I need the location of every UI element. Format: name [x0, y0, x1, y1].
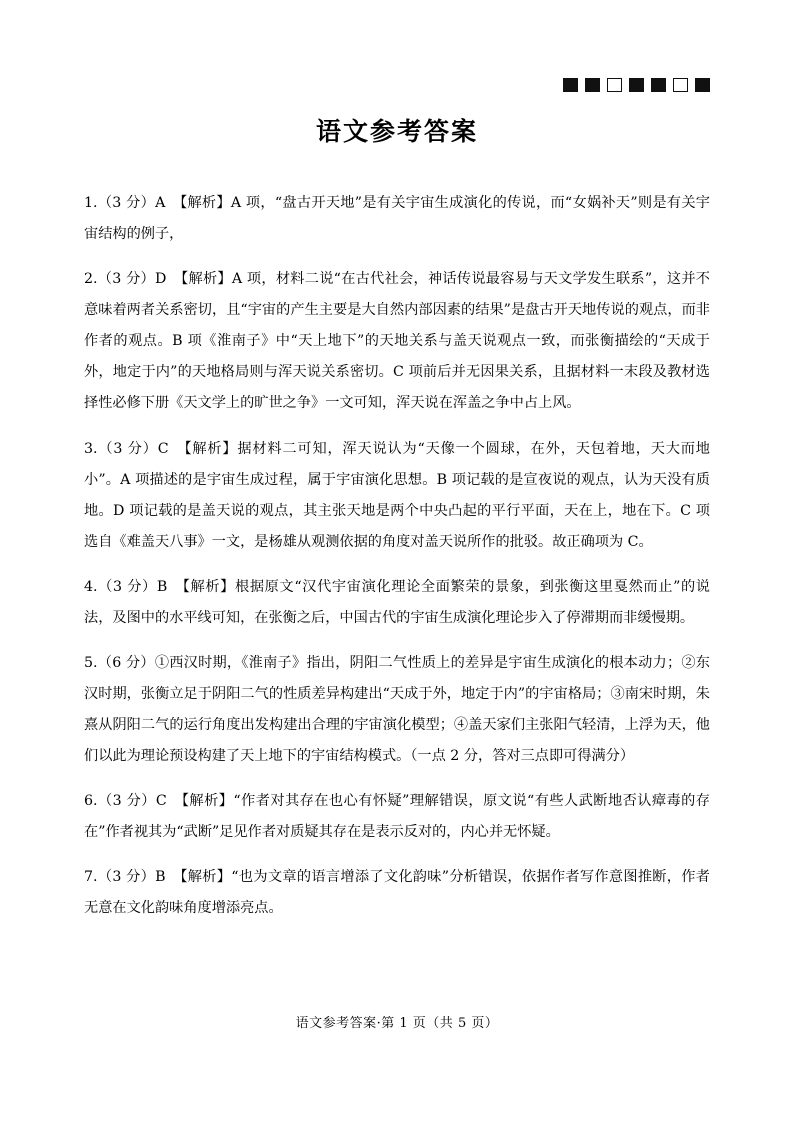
answer-item-6: 6.（3 分）C 【解析】“作者对其存在也心有怀疑”理解错误，原文说“有些人武断地否认瘴毒的存在”作者视其为“武断”足见作者对质疑其存在是表示反对的，内心并无怀疑。 [84, 793, 710, 841]
answer-item-5: 5.（6 分）①西汉时期，《淮南子》指出，阴阳二气性质上的差异是宇宙生成演化的根本动力；②东汉时期，张衡立足于阴阳二气的性质差异构建出“天成于外，地定于内”的宇宙格局；③南宋时期，朱熹从阴阳二气的运行角度出发构建出合理的宇宙演化模型；④盖天家们主张阳气轻清，上浮为天，他们以此为理论预设构建了天上地下的宇宙结构模式。（一点 2 分，答对三点即可得满分） [84, 654, 710, 764]
answer-item-2: 2.（3 分）D 【解析】A 项，材料二说“在古代社会，神话传说最容易与天文学发生联系”，这并不意味着两者关系密切，且“宇宙的产生主要是大自然内部因素的结果”是盘古开天地传说的观点，而非作者的观点。B 项《淮南子》中“天上地下”的天地关系与盖天说观点一致，而张衡描绘的“天成于外，地定于内”的天地格局则与浑天说关系密切。C 项前后并无因果关系，且据材料一末段及教材选择性必修下册《天文学上的旷世之争》一文可知，浑天说在浑盖之争中占上风。 [84, 271, 710, 412]
answer-item-4: 4.（3 分）B 【解析】根据原文“汉代宇宙演化理论全面繁荣的景象，到张衡这里戛然而止”的说法，及图中的水平线可知，在张衡之后，中国古代的宇宙生成演化理论步入了停滞期而非缓慢期。 [84, 578, 710, 626]
answer-item-3: 3.（3 分）C 【解析】据材料二可知，浑天说认为“天像一个圆球，在外，天包着地，天大而地小”。A 项描述的是宇宙生成过程，属于宇宙演化思想。B 项记载的是宣夜说的观点，认为天没有质地。D 项记载的是盖天说的观点，其主张天地是两个中央凸起的平行平面，天在上，地在下。C 项选自《难盖天八事》一文，是杨雄从观测依据的角度对盖天说所作的批驳。故正确项为 C。 [84, 440, 710, 550]
answer-item-1: 1.（3 分）A 【解析】A 项，“盘古开天地”是有关宇宙生成演化的传说，而“女娲补天”则是有关宇宙结构的例子， [84, 195, 710, 243]
barcode-block-open [607, 78, 622, 92]
page-footer: 语文参考答案·第 1 页（共 5 页） [295, 1016, 499, 1031]
barcode-block-filled [651, 78, 666, 92]
barcode-block-filled [563, 78, 578, 92]
barcode-block-filled [695, 78, 710, 92]
barcode-block-filled [585, 78, 600, 92]
barcode-block-open [673, 78, 688, 92]
barcode-marks [563, 78, 710, 92]
page-title: 语文参考答案 [315, 117, 478, 146]
answer-item-7: 7.（3 分）B 【解析】“也为文章的语言增添了文化韵味”分析错误，依据作者写作意图推断，作者无意在文化韵味角度增添亮点。 [84, 869, 710, 917]
answers-list [84, 152, 710, 924]
barcode-block-filled [629, 78, 644, 92]
